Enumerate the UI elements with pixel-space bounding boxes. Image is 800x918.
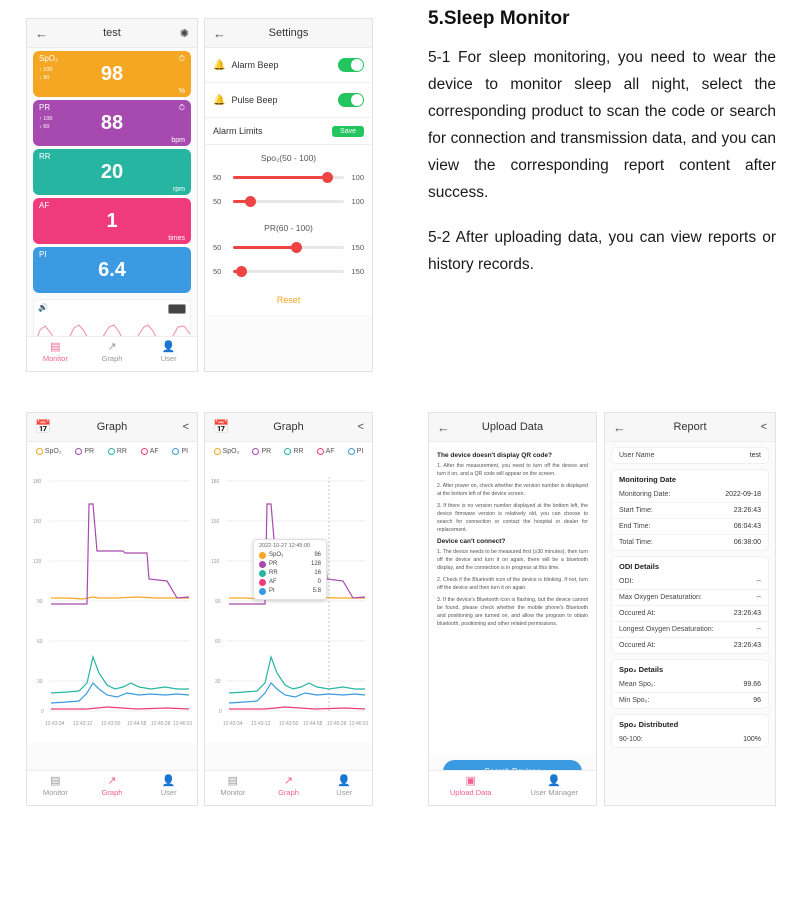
row-key: Max Oxygen Desaturation: — [619, 594, 702, 601]
legend-dot — [348, 448, 355, 455]
graph2-titlebar — [205, 413, 372, 442]
upload-help-text — [429, 442, 596, 754]
legend-item-spo2[interactable] — [36, 448, 62, 455]
graph1-title: Graph — [96, 421, 128, 433]
back-arrow-icon[interactable]: ← — [613, 419, 626, 435]
tile-low-limit: ↓ 60 — [39, 124, 50, 130]
graph-screen-1 — [26, 412, 198, 806]
tile-unit: times — [168, 235, 185, 242]
upload-titlebar — [429, 413, 596, 442]
bluetooth-icon[interactable]: ✺ — [179, 27, 189, 40]
tab-label: Monitor — [220, 788, 246, 797]
graph2-chart[interactable] — [205, 461, 372, 743]
tooltip-name: SpO₂ — [269, 552, 284, 558]
tab-user[interactable] — [316, 771, 372, 805]
report-row — [612, 503, 768, 519]
user-icon: 👤 — [547, 775, 562, 787]
upload-tabbar — [429, 770, 596, 805]
user-icon: 👤 — [337, 775, 352, 787]
svg-text:90: 90 — [37, 599, 43, 605]
tab-label: Graph — [101, 354, 123, 363]
svg-text:120: 120 — [33, 559, 42, 565]
report-row — [612, 574, 768, 590]
slider-min: 50 — [213, 196, 222, 206]
row-label: Alarm Beep — [231, 60, 279, 70]
graph-icon: ↗ — [107, 341, 117, 353]
legend-label: RR — [116, 448, 127, 455]
save-button[interactable]: Save — [332, 126, 364, 137]
row-key: Occured At: — [619, 610, 656, 617]
legend-label: RR — [293, 448, 304, 455]
svg-text:90: 90 — [215, 599, 221, 605]
alarm-bell-icon: 🔔 — [213, 59, 226, 71]
svg-text:12:43:34: 12:43:34 — [223, 721, 243, 727]
tile-spo2[interactable] — [33, 51, 191, 97]
graph-icon: ↗ — [283, 775, 294, 787]
svg-text:30: 30 — [37, 679, 43, 685]
spo2-group-title: Spo₂(50 - 100) — [260, 153, 317, 163]
row-value: 96 — [753, 697, 761, 704]
svg-text:60: 60 — [215, 639, 221, 645]
monitor-icon: ▤ — [50, 775, 61, 787]
svg-text:12:44:58: 12:44:58 — [303, 721, 323, 727]
row-value: 99.66 — [743, 681, 761, 688]
alarm-beep-toggle[interactable] — [338, 58, 364, 72]
graph1-tabbar — [27, 770, 197, 805]
report-screen — [604, 412, 776, 806]
report-row — [612, 677, 768, 693]
reset-button[interactable]: Reset — [205, 285, 372, 315]
row-value: 23:26:43 — [733, 507, 761, 514]
legend-item-pi[interactable] — [348, 448, 364, 455]
slider-min: 50 — [213, 172, 222, 182]
section-title: ODI Details — [619, 562, 660, 571]
report-row — [612, 519, 768, 535]
tooltip-value: 0 — [317, 579, 321, 585]
calendar-icon[interactable]: 📅 — [35, 419, 52, 434]
svg-text:120: 120 — [211, 559, 220, 565]
slider-track[interactable] — [233, 200, 344, 203]
slider-fill — [233, 246, 294, 249]
tile-value: 20 — [100, 161, 124, 183]
article-paragraph-1: 5-1 For sleep monitoring, you need to wear the device to monitor sleep all night, select the corresponding product to scan the code or search for connection and transmission data, and you can view the corresponding report content after success. — [428, 49, 776, 201]
alarm-limits-header — [205, 118, 372, 145]
pr-group-title: PR(60 - 100) — [264, 223, 313, 233]
user-icon: 👤 — [161, 775, 176, 787]
legend-item-rr[interactable] — [284, 448, 303, 455]
report-row — [612, 535, 768, 550]
slider-fill — [233, 176, 325, 179]
row-key: Longest Oxygen Desaturation: — [619, 626, 714, 633]
legend-item-spo2[interactable] — [214, 448, 240, 455]
tooltip-name: PR — [269, 561, 278, 567]
monitor-icon: ▤ — [227, 775, 239, 787]
tab-graph[interactable] — [84, 771, 141, 805]
tooltip-dot — [259, 561, 266, 568]
legend-dot — [317, 448, 324, 455]
slider-track[interactable] — [233, 246, 344, 249]
row-key: 90-100: — [619, 736, 643, 743]
upload-icon: ▣ — [465, 775, 476, 787]
tile-low-limit: ↓ 90 — [39, 75, 50, 81]
pr-low-slider[interactable] — [205, 259, 372, 283]
row-key: Occured At: — [619, 642, 656, 649]
tab-label: Upload Data — [449, 788, 492, 797]
svg-text:180: 180 — [33, 479, 42, 485]
svg-text:12:43:50: 12:43:50 — [279, 721, 299, 727]
tab-graph[interactable] — [84, 337, 141, 371]
tile-pi[interactable] — [33, 247, 191, 293]
legend-label: SpO₂ — [222, 448, 240, 455]
battery-icon — [168, 304, 186, 314]
alarm-bell-icon: ⏱ — [178, 54, 185, 63]
tile-label: PI — [39, 250, 47, 259]
svg-text:12:44:58: 12:44:58 — [127, 721, 147, 727]
tooltip-value: 96 — [314, 552, 321, 558]
graph1-legend — [27, 442, 197, 461]
legend-dot — [108, 448, 115, 455]
tab-user-manager[interactable] — [513, 771, 597, 805]
article-paragraph-2: 5-2 After uploading data, you can view reports or history records. — [428, 229, 776, 273]
help-paragraph: 3. If the device's Bluetooth icon is flashing, but the device cannot be found, please check whether the mobile phone's Bluetooth and positioning are turned on, and allow the program to obtain bluetooth, positioning and other related permissions. — [437, 597, 588, 627]
legend-dot — [172, 448, 179, 455]
graph2-title: Graph — [273, 421, 304, 433]
svg-text:12:43:50: 12:43:50 — [101, 721, 121, 727]
report-row — [612, 732, 768, 747]
svg-text:12:45:28: 12:45:28 — [327, 721, 347, 727]
tab-label: User — [160, 354, 177, 363]
upload-data-screen — [428, 412, 597, 806]
share-icon[interactable]: < — [182, 421, 189, 433]
legend-label: PR — [261, 448, 272, 455]
monitor-screen — [26, 18, 198, 372]
graph2-legend — [205, 442, 372, 461]
tab-label: Monitor — [42, 788, 68, 797]
article-text — [428, 0, 776, 296]
tab-monitor[interactable] — [27, 771, 84, 805]
slider-max: 100 — [351, 172, 364, 182]
legend-label: AF — [149, 448, 159, 455]
help-paragraph: 1. The device needs to be measured first (≥30 minutes), then turn off the device and turn it on again, there will be a bluetooth display, and the connection is in progress at this time. — [437, 549, 588, 571]
tab-graph[interactable] — [261, 771, 317, 805]
settings-screen — [204, 18, 373, 372]
report-title: Report — [673, 421, 707, 433]
report-row — [612, 622, 768, 638]
help-heading-1: The device doesn't display QR code? — [437, 452, 552, 459]
legend-label: PI — [356, 448, 364, 455]
report-row — [612, 448, 768, 463]
tile-value: 88 — [100, 112, 124, 134]
tab-label: Graph — [101, 788, 123, 797]
tile-label: AF — [39, 201, 50, 210]
tooltip-name: RR — [269, 570, 278, 576]
svg-text:150: 150 — [33, 519, 42, 525]
alarm-bell-icon: ⏱ — [178, 103, 185, 112]
user-card — [611, 447, 769, 464]
tooltip-dot — [259, 570, 266, 577]
legend-dot — [214, 448, 221, 455]
legend-label: SpO₂ — [44, 448, 62, 455]
tooltip-dot — [259, 588, 266, 595]
legend-item-pr[interactable] — [75, 448, 94, 455]
tile-value: 98 — [100, 63, 124, 85]
tab-label: User — [336, 788, 353, 797]
slider-track[interactable] — [233, 176, 344, 179]
help-paragraph: 2. Check if the Bluetooth icon of the device is blinking. If not, turn off the device and then turn it on again. — [437, 577, 588, 591]
pr-high-slider[interactable] — [205, 235, 372, 259]
svg-text:0: 0 — [219, 709, 222, 715]
tile-label: SpO₂ — [39, 54, 59, 63]
back-arrow-icon[interactable]: ← — [437, 419, 450, 435]
tile-high-limit: ↑ 100 — [39, 67, 53, 73]
svg-text:12:45:28: 12:45:28 — [151, 721, 171, 727]
graph1-titlebar — [27, 413, 197, 442]
tooltip-value: 16 — [314, 570, 321, 576]
monitor-titlebar — [27, 19, 197, 48]
legend-item-af[interactable] — [317, 448, 335, 455]
slider-max: 150 — [351, 266, 364, 276]
monitor-title: test — [103, 27, 121, 39]
help-paragraph: 1. After the measurement, you need to turn off the device and turn it on, and a QR code will appear on the screen. — [437, 463, 588, 477]
legend-dot — [36, 448, 43, 455]
tile-unit: rpm — [172, 186, 185, 193]
row-value: 23:26:43 — [733, 610, 761, 617]
tile-af[interactable] — [33, 198, 191, 244]
row-key: ODI: — [619, 578, 634, 585]
settings-title: Settings — [268, 27, 309, 39]
legend-label: AF — [325, 448, 335, 455]
slider-max: 150 — [351, 242, 364, 252]
pulse-bell-icon: 🔔 — [213, 94, 226, 106]
tab-monitor[interactable] — [205, 771, 261, 805]
svg-text:60: 60 — [37, 639, 43, 645]
slider-min: 50 — [213, 242, 222, 252]
legend-label: PR — [84, 448, 95, 455]
tooltip-row-af — [259, 578, 321, 587]
tab-upload-data[interactable] — [429, 771, 513, 805]
tile-pr[interactable] — [33, 100, 191, 146]
slider-knob[interactable] — [236, 266, 247, 277]
tile-unit: % — [178, 88, 185, 95]
row-value: 06:04:43 — [733, 523, 761, 530]
row-value: 06:38:00 — [733, 539, 761, 546]
row-key: Start Time: — [619, 507, 653, 514]
share-icon[interactable]: < — [760, 421, 767, 433]
tooltip-row-spo2 — [259, 551, 321, 560]
tooltip-value: 5.8 — [312, 588, 321, 594]
slider-knob[interactable] — [245, 196, 256, 207]
tooltip-row-pr — [259, 560, 321, 569]
row-key: End Time: — [619, 523, 651, 530]
monitoring-date-card — [611, 469, 769, 551]
row-label: Pulse Beep — [231, 95, 278, 105]
tab-label: User Manager — [530, 788, 579, 797]
tab-label: Monitor — [42, 354, 68, 363]
help-paragraph: 3. If there is no version number displayed at the bottom left, the device firmware version is relatively old, you can choose to search for connection or contact the hospital or dealer for replacement. — [437, 503, 588, 533]
chart-svg — [205, 461, 370, 741]
tab-label: Graph — [278, 788, 299, 797]
row-key: Monitoring Date: — [619, 491, 671, 498]
tile-label: RR — [39, 152, 51, 161]
share-icon[interactable]: < — [357, 421, 364, 433]
svg-text:12:43:12: 12:43:12 — [251, 721, 271, 727]
alarm-limits-label: Alarm Limits — [213, 126, 263, 136]
help-heading-2: Device can't connect? — [437, 538, 506, 545]
legend-dot — [252, 448, 259, 455]
tab-user[interactable] — [140, 771, 197, 805]
settings-titlebar — [205, 19, 372, 48]
tooltip-time: 2022-10-27 12:45:00 — [259, 543, 311, 549]
row-value: -- — [756, 626, 761, 633]
legend-dot — [284, 448, 291, 455]
row-value: 100% — [743, 736, 761, 743]
tile-rr[interactable] — [33, 149, 191, 195]
user-icon: 👤 — [161, 341, 176, 353]
graph-icon: ↗ — [107, 775, 117, 787]
legend-dot — [75, 448, 82, 455]
odi-details-card — [611, 556, 769, 654]
pr-slider-group — [205, 215, 372, 285]
tab-label: User — [160, 788, 177, 797]
row-key: Min Spo₂: — [619, 697, 650, 704]
legend-item-af[interactable] — [141, 448, 159, 455]
legend-item-rr[interactable] — [108, 448, 127, 455]
spo2-distributed-card — [611, 714, 769, 748]
graph1-chart[interactable] — [27, 461, 197, 743]
row-value: test — [749, 452, 761, 459]
report-row — [612, 638, 768, 653]
chart-tooltip — [253, 539, 327, 600]
spo2-high-slider[interactable] — [205, 165, 372, 189]
tile-label: PR — [39, 103, 51, 112]
row-key: Total Time: — [619, 539, 653, 546]
row-value: 2022-09-18 — [725, 491, 761, 498]
row-key: User Name — [619, 452, 655, 459]
row-value: 23:26:43 — [733, 642, 761, 649]
legend-label: PI — [181, 448, 189, 455]
graph2-tabbar — [205, 770, 372, 805]
upload-title: Upload Data — [481, 421, 544, 433]
spo2-slider-group — [205, 145, 372, 215]
svg-text:12:46:01: 12:46:01 — [349, 721, 369, 727]
legend-item-pi[interactable] — [172, 448, 188, 455]
legend-item-pr[interactable] — [252, 448, 271, 455]
svg-text:0: 0 — [41, 709, 44, 715]
tab-user[interactable] — [140, 337, 197, 371]
spo2-details-card — [611, 659, 769, 709]
legend-dot — [141, 448, 148, 455]
slider-min: 50 — [213, 266, 222, 276]
chart-svg — [27, 461, 195, 741]
article-heading: 5.Sleep Monitor — [428, 8, 570, 29]
tooltip-value: 128 — [310, 561, 321, 567]
tooltip-name: AF — [269, 579, 277, 585]
report-row — [612, 590, 768, 606]
monitor-icon: ▤ — [50, 341, 61, 353]
help-paragraph: 2. After power on, check whether the version number is displayed at the bottom left of the device screen. — [437, 483, 588, 497]
back-arrow-icon[interactable]: ← — [213, 25, 226, 41]
report-titlebar — [605, 413, 775, 442]
svg-text:180: 180 — [211, 479, 220, 485]
svg-text:12:43:34: 12:43:34 — [45, 721, 65, 727]
svg-text:12:46:01: 12:46:01 — [173, 721, 193, 727]
slider-knob[interactable] — [322, 172, 333, 183]
svg-text:30: 30 — [215, 679, 221, 685]
calendar-icon[interactable]: 📅 — [213, 419, 230, 434]
settings-row-alarm-beep[interactable] — [205, 48, 372, 83]
slider-knob[interactable] — [291, 242, 302, 253]
tooltip-dot — [259, 579, 266, 586]
report-row — [612, 693, 768, 708]
svg-text:150: 150 — [211, 519, 220, 525]
report-row — [612, 606, 768, 622]
monitor-tabbar — [27, 336, 197, 371]
tooltip-name: PI — [269, 588, 275, 594]
row-key: Mean Spo₂: — [619, 681, 656, 688]
tile-value: 1 — [106, 210, 118, 232]
slider-max: 100 — [351, 196, 364, 206]
back-arrow-icon[interactable]: ← — [35, 25, 48, 41]
tooltip-row-pi — [259, 587, 321, 596]
row-value: -- — [756, 578, 761, 585]
section-title: Monitoring Date — [619, 475, 677, 484]
speaker-icon[interactable]: 🔊 — [38, 303, 48, 312]
tooltip-row-rr — [259, 569, 321, 578]
tile-value: 6.4 — [98, 259, 126, 281]
tile-unit: bpm — [171, 137, 185, 144]
row-value: -- — [756, 594, 761, 601]
pulse-beep-toggle[interactable] — [338, 93, 364, 107]
tooltip-dot — [259, 552, 266, 559]
tile-high-limit: ↑ 100 — [39, 116, 53, 122]
settings-row-pulse-beep[interactable] — [205, 83, 372, 118]
spo2-low-slider[interactable] — [205, 189, 372, 213]
graph-screen-2 — [204, 412, 373, 806]
report-row — [612, 487, 768, 503]
section-title: Spo₂ Distributed — [619, 720, 679, 729]
section-title: Spo₂ Details — [619, 665, 664, 674]
slider-track[interactable] — [233, 270, 344, 273]
tab-monitor[interactable] — [27, 337, 84, 371]
svg-text:12:43:12: 12:43:12 — [73, 721, 93, 727]
